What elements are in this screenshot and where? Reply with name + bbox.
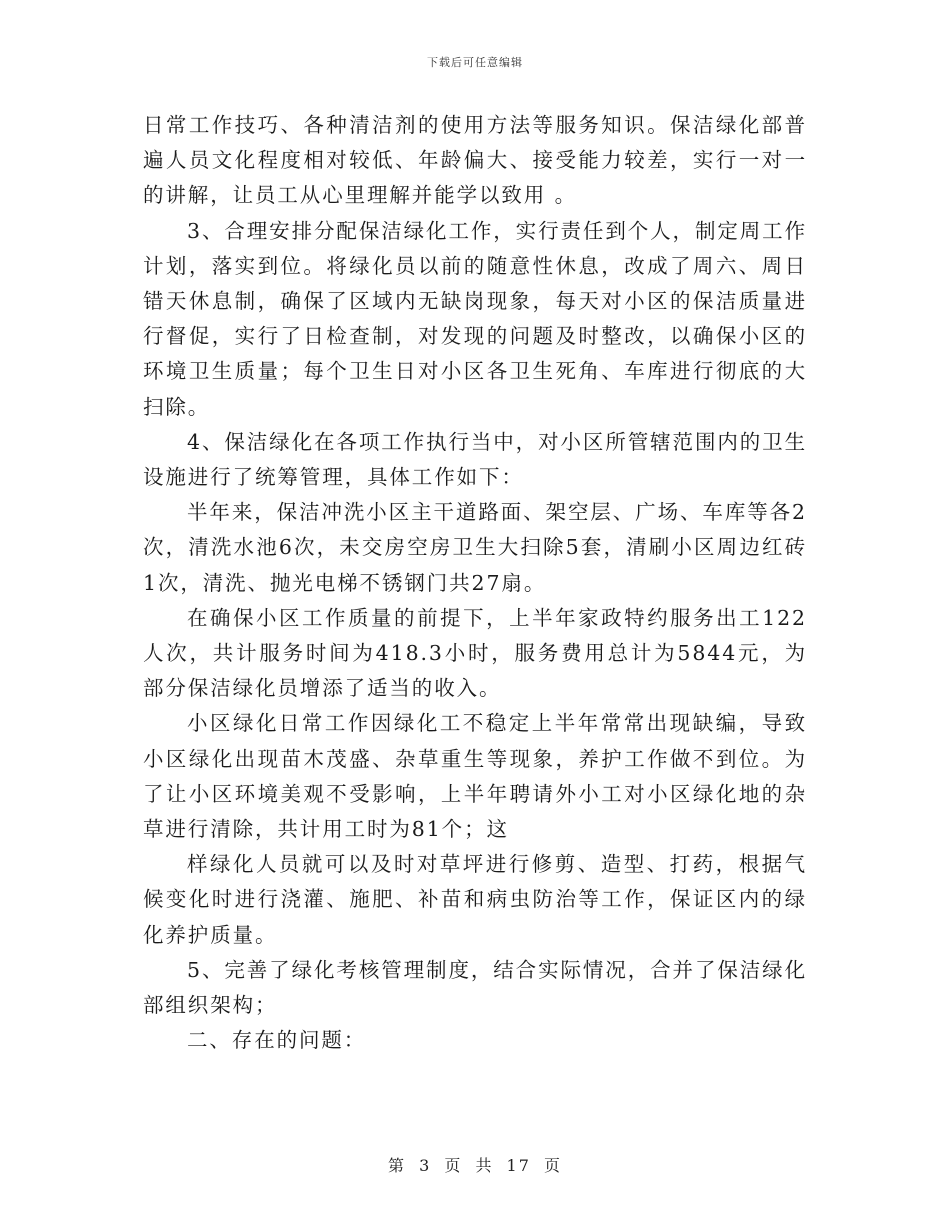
page-footer: 第 3 页 共 17 页 — [388, 1156, 562, 1175]
paragraph-1: 日常工作技巧、各种清洁剂的使用方法等服务知识。保洁绿化部普遍人员文化程度相对较低、年龄偏大、接受能力较差，实行一对一的讲解，让员工从心里理解并能学以致用 。 — [143, 113, 807, 208]
section-heading-problems: 二、存在的问题： — [187, 1028, 367, 1053]
paragraph-2: 3、合理安排分配保洁绿化工作，实行责任到个人，制定周工作计划，落实到位。将绿化员以前的随意性休息，改成了周六、周日错天休息制，确保了区域内无缺岗现象，每天对小区的保洁质量进行督促，实行了日检查制，对发现的问题及时整改，以确保小区的环境卫生质量；每个卫生日对小区各卫生死角、车库进行彻底的大扫除。 — [143, 218, 807, 419]
page-header: 下载后可任意编辑 — [427, 56, 523, 69]
paragraph-8: 5、完善了绿化考核管理制度，结合实际情况，合并了保洁绿化部组织架构； — [143, 957, 807, 1018]
document-body — [143, 108, 807, 1058]
paragraph-3: 4、保洁绿化在各项工作执行当中，对小区所管辖范围内的卫生设施进行了统筹管理，具体工作如下： — [143, 429, 807, 490]
paragraph-7: 样绿化人员就可以及时对草坪进行修剪、造型、打药，根据气候变化时进行浇灌、施肥、补苗和病虫防治等工作，保证区内的绿化养护质量。 — [143, 852, 807, 947]
paragraph-6: 小区绿化日常工作因绿化工不稳定上半年常常出现缺编，导致小区绿化出现苗木茂盛、杂草重生等现象，养护工作做不到位。为了让小区环境美观不受影响，上半年聘请外小工对小区绿化地的杂草进行清除，共计用工时为81个；这 — [143, 711, 807, 842]
paragraph-4: 半年来，保洁冲洗小区主干道路面、架空层、广场、车库等各2次，清洗水池6次，未交房空房卫生大扫除5套，清刷小区周边红砖1次，清洗、抛光电梯不锈钢门共27扇。 — [143, 500, 807, 595]
paragraph-5: 在确保小区工作质量的前提下，上半年家政特约服务出工122人次，共计服务时间为418.3小时，服务费用总计为5844元，为部分保洁绿化员增添了适当的收入。 — [143, 605, 807, 701]
